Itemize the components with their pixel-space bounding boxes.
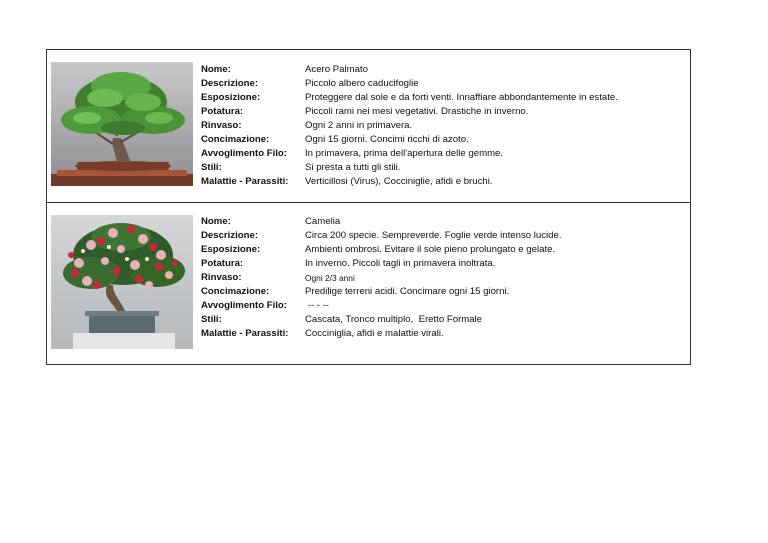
detail-row-nome: [201, 63, 618, 77]
label-descrizione: Descrizione:: [201, 230, 259, 241]
label-esposizione: Esposizione:: [201, 244, 261, 255]
value-descrizione: Piccolo albero caducifoglie: [305, 78, 419, 89]
value-avvoglimento: -- - --: [305, 300, 329, 311]
value-rinvaso: Ogni 2/3 anni: [305, 273, 355, 283]
detail-row-avvoglimento: [201, 299, 562, 313]
label-concimazione: Concimazione:: [201, 134, 270, 145]
label-malattie: Malattie - Parassiti:: [201, 328, 289, 339]
value-avvoglimento: In primavera, prima dell'apertura delle gemme.: [305, 148, 504, 159]
value-descrizione: Circa 200 specie. Sempreverde. Foglie verde intenso lucide.: [305, 230, 562, 241]
value-malattie: Cocciniglia, afidi e malattie virali.: [305, 328, 444, 339]
detail-row-avvoglimento: [201, 147, 618, 161]
value-esposizione: Proteggere dal sole e da forti venti. Innaffiare abbondantemente in estate.: [305, 92, 618, 103]
label-esposizione: Esposizione:: [201, 92, 261, 103]
detail-row-concimazione: [201, 133, 618, 147]
detail-row-potatura: [201, 105, 618, 119]
label-potatura: Potatura:: [201, 106, 244, 117]
value-malattie: Verticillosi (Virus), Cocciniglie, afidi e bruchi.: [305, 176, 493, 187]
detail-row-rinvaso: [201, 271, 562, 285]
detail-row-esposizione: [201, 243, 562, 257]
value-stili: Si presta a tutti gli stili.: [305, 162, 401, 173]
plant-details: [201, 63, 618, 189]
plant-details: [201, 215, 562, 341]
label-descrizione: Descrizione:: [201, 78, 259, 89]
value-stili: Cascata, Tronco multiplo, Eretto Formale: [305, 314, 483, 325]
value-concimazione: Predilige terreni acidi. Concimare ogni 15 giorni.: [305, 286, 510, 297]
bonsai-table: [46, 49, 691, 365]
detail-row-nome: [201, 215, 562, 229]
value-nome: Camelia: [305, 216, 341, 227]
label-potatura: Potatura:: [201, 258, 244, 269]
label-concimazione: Concimazione:: [201, 286, 270, 297]
value-nome: Acero Palmato: [305, 64, 368, 75]
label-rinvaso: Rinvaso:: [201, 272, 242, 283]
label-stili: Stili:: [201, 314, 222, 325]
plant-entry-acero: [47, 50, 690, 203]
plant-entry-camelia: [47, 202, 690, 364]
detail-row-stili: [201, 313, 562, 327]
detail-row-esposizione: [201, 91, 618, 105]
label-stili: Stili:: [201, 162, 222, 173]
detail-row-malattie: [201, 327, 562, 341]
value-potatura: Piccoli rami nei mesi vegetativi. Drastiche in inverno.: [305, 106, 529, 117]
value-concimazione: Ogni 15 giorni. Concimi ricchi di azoto.: [305, 134, 469, 145]
label-rinvaso: Rinvaso:: [201, 120, 242, 131]
detail-row-rinvaso: [201, 119, 618, 133]
detail-row-concimazione: [201, 285, 562, 299]
detail-row-malattie: [201, 175, 618, 189]
label-avvoglimento: Avvoglimento Filo:: [201, 148, 287, 159]
value-potatura: In inverno. Piccoli tagli in primavera inoltrata.: [305, 258, 496, 269]
detail-row-potatura: [201, 257, 562, 271]
label-avvoglimento: Avvoglimento Filo:: [201, 300, 287, 311]
label-malattie: Malattie - Parassiti:: [201, 176, 289, 187]
detail-row-descrizione: [201, 77, 618, 91]
detail-row-descrizione: [201, 229, 562, 243]
value-esposizione: Ambienti ombrosi. Evitare il sole pieno prolungato e gelate.: [305, 244, 556, 255]
detail-row-stili: [201, 161, 618, 175]
value-rinvaso: Ogni 2 anni in primavera.: [305, 120, 413, 131]
label-nome: Nome:: [201, 64, 231, 75]
bonsai-maple-photo: [51, 62, 193, 186]
label-nome: Nome:: [201, 216, 231, 227]
bonsai-camellia-photo: [51, 215, 193, 349]
